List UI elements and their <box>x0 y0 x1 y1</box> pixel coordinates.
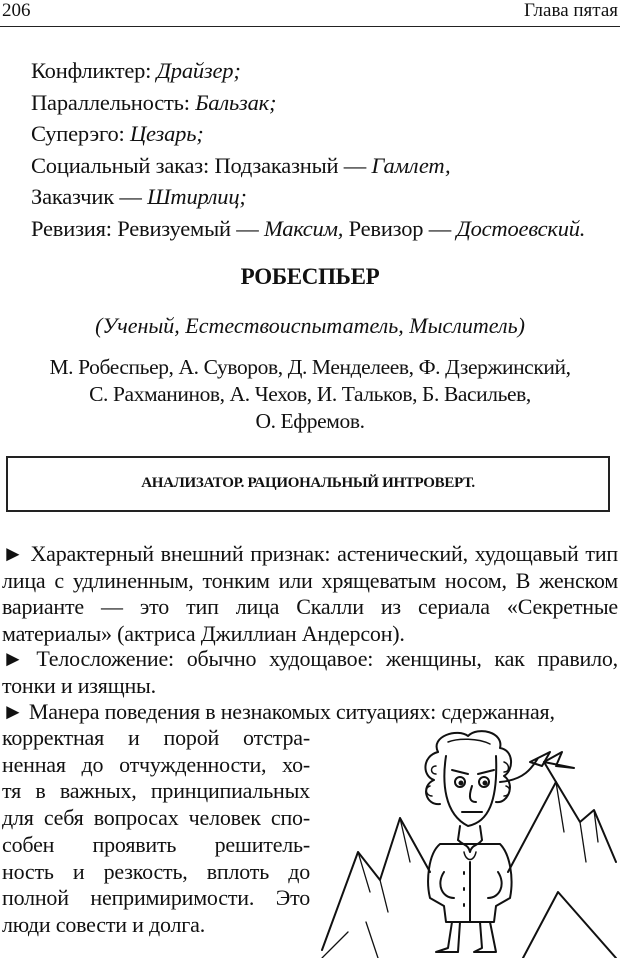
relation-line <box>31 213 585 245</box>
people-line: О. Ефремов. <box>255 409 365 433</box>
relation-type: Максим, <box>264 215 344 241</box>
paragraph-line: тя в важных, принципиальных <box>2 778 310 804</box>
page-header <box>0 0 620 27</box>
paragraph-line: полной непримиримости. Это <box>2 885 310 911</box>
relation-line <box>31 55 585 87</box>
relation-type: Бальзак; <box>195 89 277 115</box>
paragraph-build: ► Телосложение: обычно худощавое: женщины, как правило, тонки и изящны. <box>2 646 618 698</box>
paragraph-line: люди совести и долга. <box>2 911 205 937</box>
type-descriptor-label: АНАЛИЗАТОР. РАЦИОНАЛЬНЫЙ ИНТРОВЕРТ. <box>141 475 475 491</box>
robespierre-caricature-icon <box>318 722 618 958</box>
relations-list <box>31 55 585 244</box>
people-line: М. Робеспьер, А. Суворов, Д. Менделеев, Ф. Дзержинский, <box>49 355 571 379</box>
paragraph-line: для себя вопросах человек спо- <box>2 805 310 831</box>
type-functions: (Ученый, Естествоиспытатель, Мыслитель) <box>95 313 525 338</box>
relation-line <box>31 87 585 119</box>
paragraph-line: корректная и порой отстра- <box>2 725 310 750</box>
relation-label: Суперэго: <box>31 121 130 146</box>
type-title: РОБЕСПЬЕР <box>240 264 380 289</box>
chapter-title: Глава пятая <box>524 0 618 21</box>
relation-label: Социальный заказ: Подзаказный — <box>31 152 372 178</box>
relation-label: Ревизия: Ревизуемый — <box>31 215 264 241</box>
paragraph-appearance: ► Характерный внешний признак: астенический, худощавый тип лица с удлиненным, тонким или хрящеватым носом, В женском варианте — это тип лица Скалли из сериала «Секретные материалы» (актриса Джиллиан Андерсон). <box>2 541 618 646</box>
page-number: 206 <box>2 0 31 21</box>
paragraph-line: ность и резкость, вплоть до <box>2 858 310 884</box>
paragraph-behavior-continued <box>2 725 310 939</box>
relation-type: Штирлиц; <box>147 184 247 209</box>
paragraph-behavior: ► Манера поведения в незнакомых ситуациях: сдержанная, <box>2 699 555 724</box>
paragraph-line: ненная до отчужденности, хо- <box>2 751 310 777</box>
relation-label: Заказчик — <box>31 184 148 209</box>
relation-label: Параллельность: <box>31 89 196 115</box>
relation-label: Ревизор — <box>343 215 457 241</box>
relation-type: Гамлет, <box>371 152 451 178</box>
paragraph-line: собен проявить решитель- <box>2 831 310 857</box>
relation-type: Цезарь; <box>130 121 204 146</box>
relation-line <box>31 181 585 213</box>
people-line: С. Рахманинов, А. Чехов, И. Тальков, Б. Васильев, <box>89 382 531 406</box>
famous-people <box>0 354 620 435</box>
relation-line <box>31 150 585 182</box>
type-descriptor-box <box>6 456 610 512</box>
relation-type: Драйзер; <box>156 58 241 83</box>
relation-line <box>31 118 585 150</box>
relation-label: Конфликтер: <box>31 58 157 83</box>
relation-type: Достоевский. <box>456 215 586 241</box>
